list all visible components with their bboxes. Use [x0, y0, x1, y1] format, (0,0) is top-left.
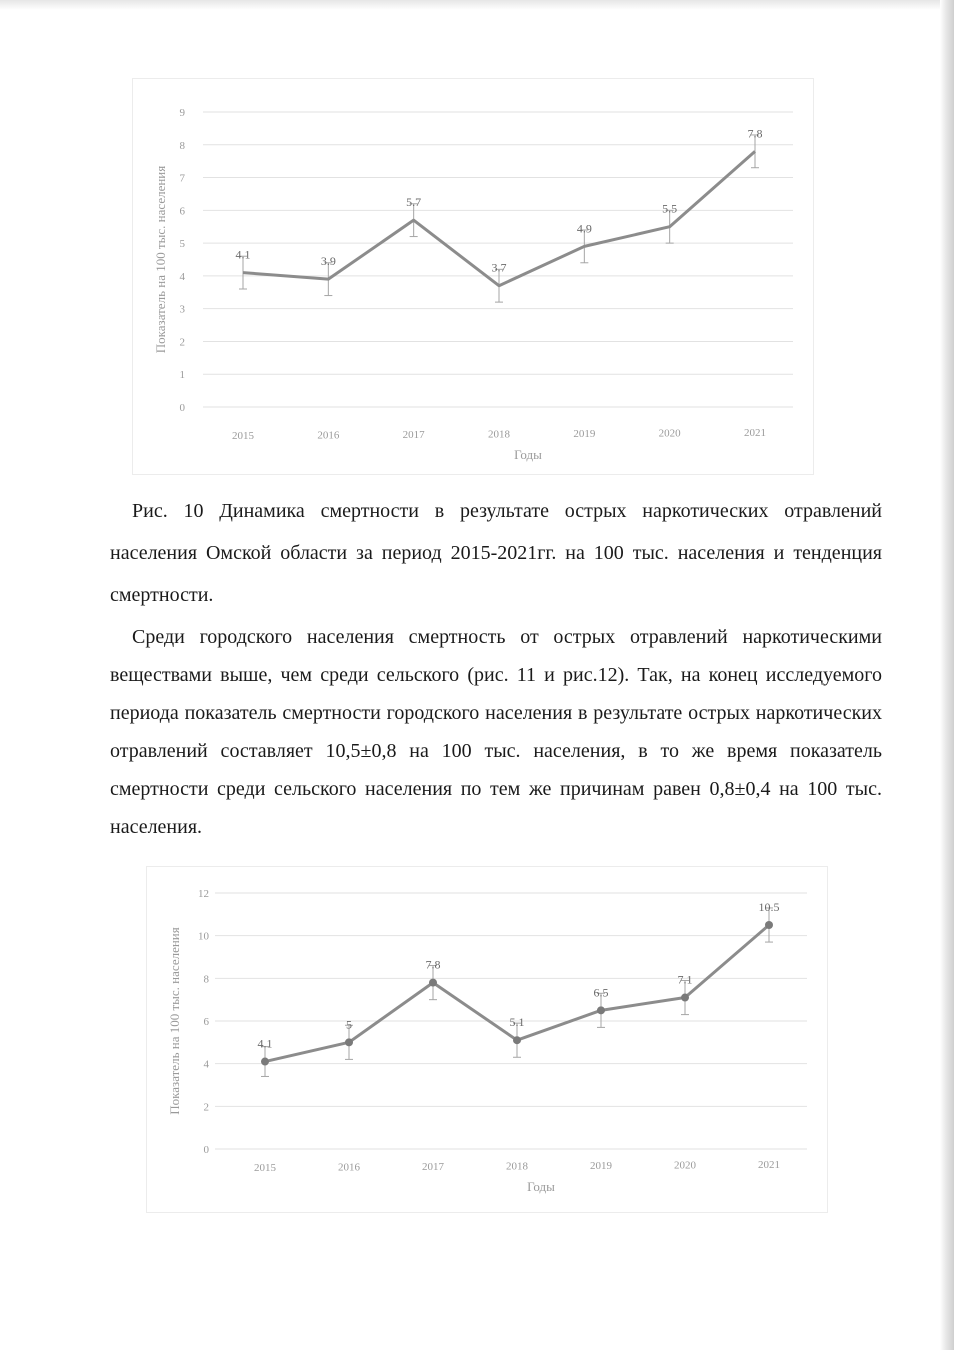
- data-label: 7.8: [425, 957, 441, 972]
- x-tick-label: 2020: [658, 427, 681, 440]
- y-tick-label: 0: [203, 1144, 209, 1156]
- y-tick-label: 7: [179, 172, 185, 185]
- y-tick-label: 6: [179, 205, 185, 218]
- y-tick-label: 3: [179, 303, 185, 316]
- data-label: 5.1: [509, 1015, 525, 1030]
- data-label: 4.9: [576, 221, 592, 236]
- y-axis-label: Показатель на 100 тыс. населения: [153, 165, 168, 354]
- y-tick-label: 0: [179, 402, 185, 414]
- x-tick-label: 2018: [488, 428, 510, 441]
- y-tick-label: 2: [203, 1101, 209, 1114]
- y-tick-label: 12: [198, 888, 209, 900]
- y-tick-label: 5: [179, 238, 185, 251]
- y-tick-label: 4: [179, 270, 185, 283]
- y-tick-label: 10: [198, 930, 209, 943]
- data-point: [345, 1038, 353, 1046]
- data-label: 7.8: [747, 126, 763, 141]
- x-tick-label: 2021: [744, 427, 766, 439]
- x-tick-label: 2015: [254, 1162, 276, 1174]
- body-paragraph-text: Среди городского населения смертность от острых отравлений наркотическими веществами выше, чем среди сельского (рис. 11 и рис.12). Так, на конец исследуемого периода показатель смертности городского населения в результате острых наркотических отравлений составляет 10,5±0,8 на 100 тыс. населения, в то же время показатель смертности среди сельского населения по тем же причинам равен 0,8±0,4 на 100 тыс. населения.: [110, 626, 882, 838]
- data-point: [513, 1036, 521, 1044]
- x-axis-label: Годы: [527, 1179, 555, 1194]
- x-tick-label: 2016: [338, 1161, 360, 1174]
- y-axis-label: Показатель на 100 тыс. населения: [167, 927, 182, 1115]
- data-label: 3.9: [320, 254, 336, 269]
- data-point: [765, 921, 773, 929]
- y-tick-label: 6: [203, 1016, 209, 1028]
- figure-11-chart-svg: [147, 867, 827, 1212]
- figure-10-chart-svg: [133, 79, 813, 474]
- y-tick-label: 8: [179, 139, 185, 152]
- data-label: 5.5: [662, 201, 678, 216]
- data-label: 4.1: [235, 247, 251, 262]
- x-tick-label: 2019: [573, 428, 596, 440]
- y-tick-label: 8: [203, 973, 209, 986]
- y-tick-label: 1: [179, 369, 185, 382]
- data-point: [261, 1058, 269, 1066]
- x-tick-label: 2017: [422, 1161, 444, 1173]
- figure-10-caption: [110, 490, 882, 616]
- x-tick-label: 2017: [402, 429, 425, 441]
- figure-11-chart: [146, 866, 828, 1213]
- x-tick-label: 2016: [317, 429, 340, 442]
- y-tick-label: 2: [179, 336, 185, 349]
- x-axis-label: Годы: [514, 447, 542, 462]
- data-label: 5.7: [406, 195, 422, 210]
- x-tick-label: 2020: [674, 1159, 696, 1172]
- x-tick-label: 2019: [590, 1160, 612, 1172]
- page-edge-right: [940, 0, 954, 1350]
- y-tick-label: 9: [179, 107, 185, 119]
- figure-10-chart: [132, 78, 814, 475]
- page-edge-top: [0, 0, 954, 10]
- data-point: [681, 994, 689, 1002]
- figure-10-caption-text: Рис. 10 Динамика смертности в результате острых наркотических отравлений населения Омской области за период 2015-2021гг. на 100 тыс. населения и тенденция смертности.: [110, 500, 882, 606]
- x-tick-label: 2021: [758, 1159, 780, 1171]
- data-point: [597, 1006, 605, 1014]
- y-tick-label: 4: [203, 1058, 209, 1071]
- data-label: 7.1: [677, 972, 693, 987]
- data-label: 4.1: [257, 1036, 273, 1051]
- data-label: 6.5: [593, 985, 609, 1000]
- data-label: 10.5: [758, 900, 780, 914]
- data-label: 5: [346, 1017, 352, 1032]
- x-tick-label: 2018: [506, 1160, 528, 1173]
- x-tick-label: 2015: [232, 430, 254, 442]
- data-point: [429, 979, 437, 987]
- body-paragraph: [110, 618, 882, 846]
- data-label: 3.7: [491, 260, 507, 275]
